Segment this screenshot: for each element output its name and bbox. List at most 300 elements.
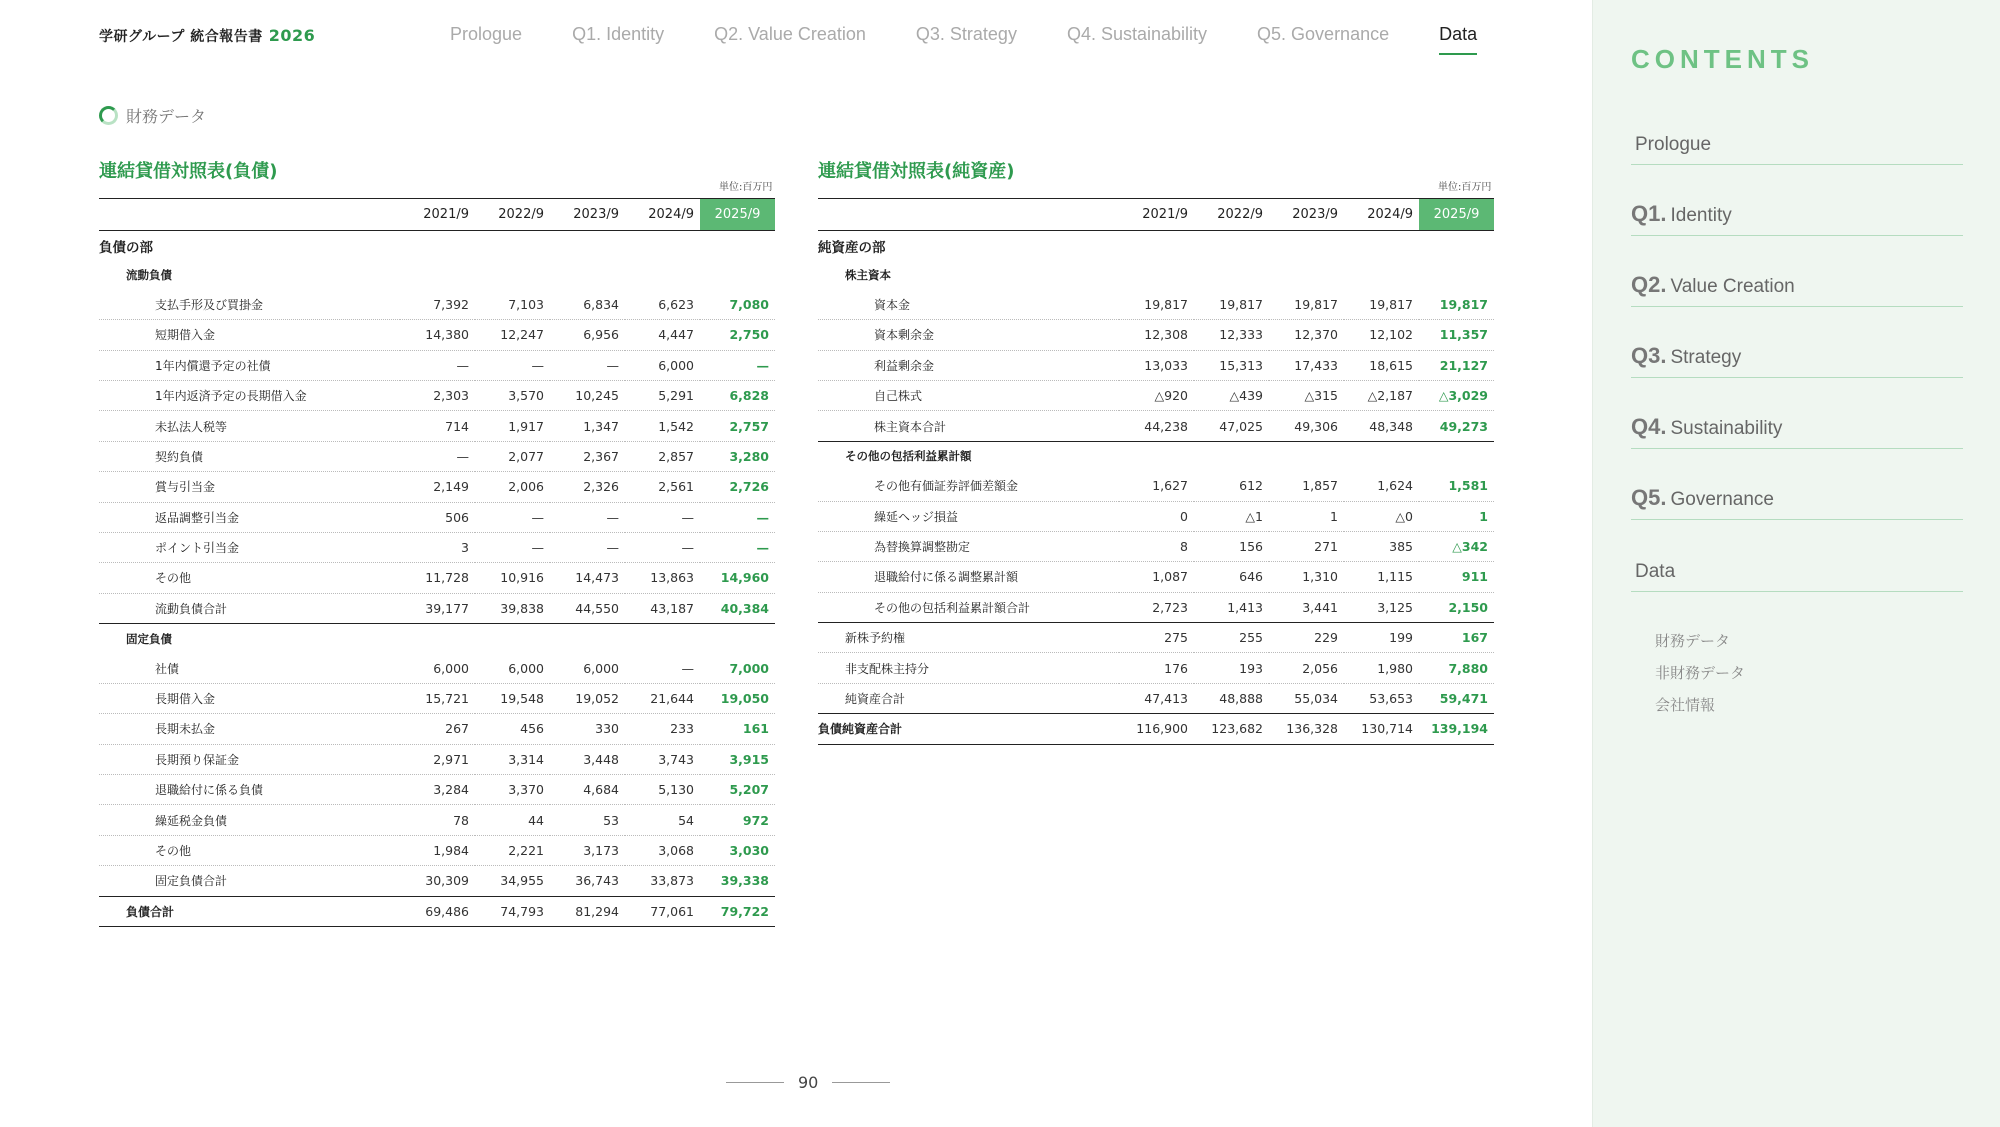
value-cell: 1,984	[400, 835, 475, 865]
value-cell	[1119, 231, 1194, 261]
value-cell	[1269, 441, 1344, 471]
value-cell: 1,627	[1119, 471, 1194, 501]
value-cell: 2,750	[700, 320, 775, 350]
row-label: 固定負債合計	[99, 866, 400, 896]
value-cell: 267	[400, 714, 475, 744]
row-label: 負債合計	[99, 896, 400, 926]
value-cell: 19,548	[475, 683, 550, 713]
value-cell	[1194, 441, 1269, 471]
row-label: その他の包括利益累計額合計	[818, 592, 1119, 622]
value-cell: 19,817	[1419, 290, 1494, 320]
divider	[832, 1082, 890, 1083]
value-cell: 55,034	[1269, 683, 1344, 713]
table-row	[99, 320, 775, 350]
value-cell: 1,581	[1419, 471, 1494, 501]
table-row	[818, 592, 1494, 622]
value-cell: —	[700, 532, 775, 562]
table-row	[99, 260, 775, 289]
value-cell: 5,207	[700, 775, 775, 805]
net-assets-table	[818, 198, 1494, 745]
value-cell: 911	[1419, 562, 1494, 592]
value-cell: 161	[700, 714, 775, 744]
value-cell	[400, 624, 475, 654]
value-cell: △3,029	[1419, 380, 1494, 410]
row-label: 賞与引当金	[99, 472, 400, 502]
value-cell	[1344, 231, 1419, 261]
table-row	[99, 775, 775, 805]
value-cell: 3,570	[475, 380, 550, 410]
value-cell: —	[700, 502, 775, 532]
value-cell: 21,644	[625, 683, 700, 713]
value-cell: 14,380	[400, 320, 475, 350]
value-cell: 15,313	[1194, 350, 1269, 380]
value-cell: 19,050	[700, 683, 775, 713]
value-cell: 12,247	[475, 320, 550, 350]
value-cell	[700, 624, 775, 654]
value-cell: 6,834	[550, 290, 625, 320]
liabilities-table	[99, 198, 775, 927]
table-row	[99, 380, 775, 410]
value-cell: 6,000	[475, 653, 550, 683]
value-cell: 34,955	[475, 866, 550, 896]
value-cell: 255	[1194, 623, 1269, 653]
table-row	[99, 896, 775, 926]
value-cell: 1,917	[475, 411, 550, 441]
row-label: 純資産合計	[818, 683, 1119, 713]
brand-title[interactable]	[99, 26, 315, 46]
value-cell: 18,615	[1344, 350, 1419, 380]
year-header: 2021/9	[1119, 199, 1194, 231]
value-cell: △315	[1269, 380, 1344, 410]
year-header: 2022/9	[475, 199, 550, 231]
row-label: 繰延税金負債	[99, 805, 400, 835]
value-cell: 4,447	[625, 320, 700, 350]
value-cell: 2,056	[1269, 653, 1344, 683]
row-label: 長期預り保証金	[99, 744, 400, 774]
value-cell: △0	[1344, 501, 1419, 531]
row-label: 長期未払金	[99, 714, 400, 744]
value-cell: 1	[1269, 501, 1344, 531]
value-cell: 1,857	[1269, 471, 1344, 501]
nav-q2-value-creation[interactable]: Q2. Value Creation	[714, 24, 866, 44]
value-cell: 53,653	[1344, 683, 1419, 713]
value-cell: 79,722	[700, 896, 775, 926]
table-row	[99, 744, 775, 774]
value-cell: 2,971	[400, 744, 475, 774]
value-cell: —	[475, 350, 550, 380]
table-row	[99, 231, 775, 261]
row-label: 社債	[99, 653, 400, 683]
value-cell: 53	[550, 805, 625, 835]
row-label: その他	[99, 563, 400, 593]
value-cell: 1	[1419, 501, 1494, 531]
page-number	[712, 1073, 904, 1092]
sidebar-item-q4[interactable]: Q4. Sustainability	[1631, 414, 1963, 449]
header-label-cell	[818, 199, 1119, 231]
value-cell: 3,068	[625, 835, 700, 865]
table-row	[99, 683, 775, 713]
section-label-text: 財務データ	[126, 107, 207, 126]
value-cell: —	[400, 441, 475, 471]
sidebar-item-data[interactable]: Data	[1631, 557, 1963, 592]
value-cell: 8	[1119, 531, 1194, 561]
value-cell: 3,370	[475, 775, 550, 805]
value-cell: 6,000	[400, 653, 475, 683]
value-cell: 74,793	[475, 896, 550, 926]
value-cell: 2,006	[475, 472, 550, 502]
value-cell: 33,873	[625, 866, 700, 896]
table-row	[99, 593, 775, 623]
table-row	[818, 231, 1494, 261]
year-header: 2025/9	[1419, 199, 1494, 231]
value-cell	[1119, 441, 1194, 471]
value-cell: 13,033	[1119, 350, 1194, 380]
value-cell: 5,291	[625, 380, 700, 410]
left-table-unit: 単位:百万円	[719, 182, 773, 193]
value-cell: —	[550, 350, 625, 380]
sidebar-item-prologue[interactable]: Prologue	[1631, 130, 1963, 165]
value-cell: 130,714	[1344, 714, 1419, 744]
value-cell: △1	[1194, 501, 1269, 531]
value-cell: 3,441	[1269, 592, 1344, 622]
value-cell: 3,448	[550, 744, 625, 774]
value-cell: 506	[400, 502, 475, 532]
value-cell: 3,284	[400, 775, 475, 805]
value-cell: 2,077	[475, 441, 550, 471]
table-row	[818, 441, 1494, 471]
value-cell: 2,303	[400, 380, 475, 410]
value-cell: —	[550, 532, 625, 562]
table-row	[818, 653, 1494, 683]
value-cell: 167	[1419, 623, 1494, 653]
value-cell: 1,115	[1344, 562, 1419, 592]
row-label: 1年内償還予定の社債	[99, 350, 400, 380]
table-header-row	[818, 199, 1494, 231]
row-label: 流動負債	[126, 268, 172, 283]
value-cell	[400, 231, 475, 261]
value-cell: 714	[400, 411, 475, 441]
value-cell: 39,338	[700, 866, 775, 896]
value-cell: 10,245	[550, 380, 625, 410]
value-cell: 7,103	[475, 290, 550, 320]
value-cell: 15,721	[400, 683, 475, 713]
table-row	[99, 835, 775, 865]
table-header-row	[99, 199, 775, 231]
value-cell: 44	[475, 805, 550, 835]
value-cell: 77,061	[625, 896, 700, 926]
value-cell: 12,102	[1344, 320, 1419, 350]
value-cell	[475, 260, 550, 289]
value-cell	[1269, 260, 1344, 289]
value-cell: 1,624	[1344, 471, 1419, 501]
table-row	[818, 380, 1494, 410]
sidebar-subitem-nonfinancial[interactable]: 非財務データ	[1655, 664, 1746, 682]
nav-q5-governance[interactable]: Q5. Governance	[1257, 24, 1390, 44]
year-header: 2021/9	[400, 199, 475, 231]
year-header: 2024/9	[625, 199, 700, 231]
value-cell: 81,294	[550, 896, 625, 926]
value-cell: 3,280	[700, 441, 775, 471]
value-cell: 48,348	[1344, 411, 1419, 441]
value-cell: 3,125	[1344, 592, 1419, 622]
value-cell: 3,314	[475, 744, 550, 774]
value-cell	[625, 231, 700, 261]
value-cell: 1,087	[1119, 562, 1194, 592]
value-cell	[1119, 260, 1194, 289]
value-cell: 2,857	[625, 441, 700, 471]
row-label: その他有価証券評価差額金	[818, 471, 1119, 501]
year-header: 2024/9	[1344, 199, 1419, 231]
value-cell: —	[475, 502, 550, 532]
row-label: 資本剰余金	[818, 320, 1119, 350]
value-cell: 39,838	[475, 593, 550, 623]
value-cell: 40,384	[700, 593, 775, 623]
value-cell: 2,757	[700, 411, 775, 441]
year-header: 2023/9	[550, 199, 625, 231]
value-cell: 19,052	[550, 683, 625, 713]
value-cell: 19,817	[1194, 290, 1269, 320]
value-cell: 7,000	[700, 653, 775, 683]
brand-year: 2026	[268, 26, 316, 45]
value-cell	[400, 260, 475, 289]
nav-q3-strategy[interactable]: Q3. Strategy	[915, 24, 1017, 44]
table-row	[818, 471, 1494, 501]
table-row	[99, 350, 775, 380]
sidebar-item-q2[interactable]: Q2. Value Creation	[1631, 272, 1963, 307]
table-row	[818, 714, 1494, 744]
value-cell	[700, 260, 775, 289]
value-cell: 19,817	[1344, 290, 1419, 320]
nav-q4-sustainability[interactable]: Q4. Sustainability	[1066, 24, 1208, 44]
table-row	[99, 714, 775, 744]
sidebar-item-q1[interactable]: Q1. Identity	[1631, 201, 1963, 236]
value-cell: 156	[1194, 531, 1269, 561]
value-cell: 193	[1194, 653, 1269, 683]
value-cell: —	[550, 502, 625, 532]
value-cell: 123,682	[1194, 714, 1269, 744]
value-cell	[1419, 441, 1494, 471]
value-cell: 2,726	[700, 472, 775, 502]
value-cell	[1344, 260, 1419, 289]
value-cell: 7,880	[1419, 653, 1494, 683]
value-cell: 612	[1194, 471, 1269, 501]
row-label: 負債純資産合計	[818, 714, 1119, 744]
row-label: その他	[99, 835, 400, 865]
value-cell: 2,367	[550, 441, 625, 471]
table-row	[99, 805, 775, 835]
section-label	[99, 104, 206, 127]
table-row	[99, 532, 775, 562]
value-cell: 3,743	[625, 744, 700, 774]
value-cell: 0	[1119, 501, 1194, 531]
value-cell: 3,915	[700, 744, 775, 774]
table-row	[818, 411, 1494, 441]
value-cell: 49,273	[1419, 411, 1494, 441]
table-row	[818, 350, 1494, 380]
value-cell: 2,150	[1419, 592, 1494, 622]
value-cell: 199	[1344, 623, 1419, 653]
right-table-title: 連結貸借対照表(純資産)	[818, 161, 1015, 182]
value-cell: 19,817	[1119, 290, 1194, 320]
value-cell	[1194, 260, 1269, 289]
value-cell: 4,684	[550, 775, 625, 805]
table-row	[99, 441, 775, 471]
value-cell: 11,728	[400, 563, 475, 593]
value-cell: 44,238	[1119, 411, 1194, 441]
table-row	[818, 562, 1494, 592]
row-label: 契約負債	[99, 441, 400, 471]
row-label: 新株予約権	[818, 623, 1119, 653]
value-cell: 7,080	[700, 290, 775, 320]
value-cell	[475, 231, 550, 261]
ring-icon	[99, 106, 118, 125]
value-cell: 54	[625, 805, 700, 835]
row-label: 未払法人税等	[99, 411, 400, 441]
row-label: 純資産の部	[818, 239, 886, 256]
row-label: 流動負債合計	[99, 593, 400, 623]
value-cell: 6,000	[550, 653, 625, 683]
value-cell: 47,413	[1119, 683, 1194, 713]
value-cell	[625, 624, 700, 654]
nav-q1-identity[interactable]: Q1. Identity	[572, 24, 665, 44]
value-cell	[1419, 260, 1494, 289]
value-cell: 2,723	[1119, 592, 1194, 622]
table-row	[99, 411, 775, 441]
row-label: 支払手形及び買掛金	[99, 290, 400, 320]
row-label: 長期借入金	[99, 683, 400, 713]
value-cell	[550, 624, 625, 654]
value-cell	[1269, 231, 1344, 261]
value-cell: 456	[475, 714, 550, 744]
value-cell: 271	[1269, 531, 1344, 561]
value-cell	[1419, 231, 1494, 261]
value-cell: 139,194	[1419, 714, 1494, 744]
row-label: 退職給付に係る調整累計額	[818, 562, 1119, 592]
value-cell: 49,306	[1269, 411, 1344, 441]
value-cell: 3,173	[550, 835, 625, 865]
value-cell	[700, 231, 775, 261]
contents-sidebar	[1592, 0, 2000, 1127]
value-cell: △920	[1119, 380, 1194, 410]
value-cell: △2,187	[1344, 380, 1419, 410]
value-cell: 3	[400, 532, 475, 562]
value-cell: △439	[1194, 380, 1269, 410]
value-cell: 11,357	[1419, 320, 1494, 350]
table-row	[99, 653, 775, 683]
table-row	[818, 260, 1494, 289]
brand-name: 学研グループ 統合報告書	[99, 29, 263, 45]
value-cell: 136,328	[1269, 714, 1344, 744]
value-cell: 2,221	[475, 835, 550, 865]
value-cell: 385	[1344, 531, 1419, 561]
value-cell: 44,550	[550, 593, 625, 623]
row-label: 負債の部	[99, 239, 153, 256]
value-cell	[475, 624, 550, 654]
value-cell: 78	[400, 805, 475, 835]
value-cell: 2,326	[550, 472, 625, 502]
year-header: 2025/9	[700, 199, 775, 231]
row-label: 1年内返済予定の長期借入金	[99, 380, 400, 410]
value-cell: △342	[1419, 531, 1494, 561]
value-cell: 30,309	[400, 866, 475, 896]
value-cell: 43,187	[625, 593, 700, 623]
sidebar-heading: CONTENTS	[1631, 44, 1814, 74]
value-cell: 6,623	[625, 290, 700, 320]
value-cell: 17,433	[1269, 350, 1344, 380]
left-table-title: 連結貸借対照表(負債)	[99, 161, 278, 182]
value-cell: 1,980	[1344, 653, 1419, 683]
value-cell: 13,863	[625, 563, 700, 593]
table-row	[99, 290, 775, 320]
value-cell: 10,916	[475, 563, 550, 593]
value-cell: 233	[625, 714, 700, 744]
value-cell: —	[700, 350, 775, 380]
sidebar-item-q5[interactable]: Q5. Governance	[1631, 485, 1963, 520]
table-row	[818, 501, 1494, 531]
value-cell: —	[625, 653, 700, 683]
value-cell: 1,542	[625, 411, 700, 441]
value-cell	[1194, 231, 1269, 261]
value-cell: 12,333	[1194, 320, 1269, 350]
value-cell: —	[625, 532, 700, 562]
table-row	[818, 290, 1494, 320]
row-label: 返品調整引当金	[99, 502, 400, 532]
value-cell	[550, 231, 625, 261]
value-cell: 646	[1194, 562, 1269, 592]
value-cell: 972	[700, 805, 775, 835]
row-label: 短期借入金	[99, 320, 400, 350]
table-row	[818, 623, 1494, 653]
value-cell: 330	[550, 714, 625, 744]
table-row	[818, 531, 1494, 561]
row-label: 固定負債	[126, 631, 172, 646]
sidebar-subitem-financial[interactable]: 財務データ	[1655, 632, 1731, 650]
sidebar-subitem-company[interactable]: 会社情報	[1655, 696, 1716, 714]
value-cell: 48,888	[1194, 683, 1269, 713]
year-header: 2023/9	[1269, 199, 1344, 231]
value-cell: 2,561	[625, 472, 700, 502]
value-cell: 14,960	[700, 563, 775, 593]
top-navigation	[450, 24, 1527, 55]
value-cell: 2,149	[400, 472, 475, 502]
page-number-text: 90	[798, 1073, 819, 1092]
value-cell: 3,030	[700, 835, 775, 865]
table-row	[818, 683, 1494, 713]
table-row	[99, 502, 775, 532]
value-cell	[550, 260, 625, 289]
value-cell: 1,347	[550, 411, 625, 441]
sidebar-item-q3[interactable]: Q3. Strategy	[1631, 343, 1963, 378]
value-cell: 12,308	[1119, 320, 1194, 350]
nav-prologue[interactable]: Prologue	[450, 24, 523, 44]
table-row	[99, 866, 775, 896]
value-cell: 39,177	[400, 593, 475, 623]
value-cell: 6,000	[625, 350, 700, 380]
nav-data[interactable]: Data	[1439, 24, 1477, 55]
row-label: 退職給付に係る負債	[99, 775, 400, 805]
value-cell: 229	[1269, 623, 1344, 653]
value-cell: 5,130	[625, 775, 700, 805]
divider	[726, 1082, 784, 1083]
row-label: 利益剰余金	[818, 350, 1119, 380]
value-cell	[625, 260, 700, 289]
header-label-cell	[99, 199, 400, 231]
row-label: 為替換算調整勘定	[818, 531, 1119, 561]
row-label: ポイント引当金	[99, 532, 400, 562]
value-cell: 6,956	[550, 320, 625, 350]
row-label: 株主資本	[845, 268, 891, 283]
value-cell	[1344, 441, 1419, 471]
